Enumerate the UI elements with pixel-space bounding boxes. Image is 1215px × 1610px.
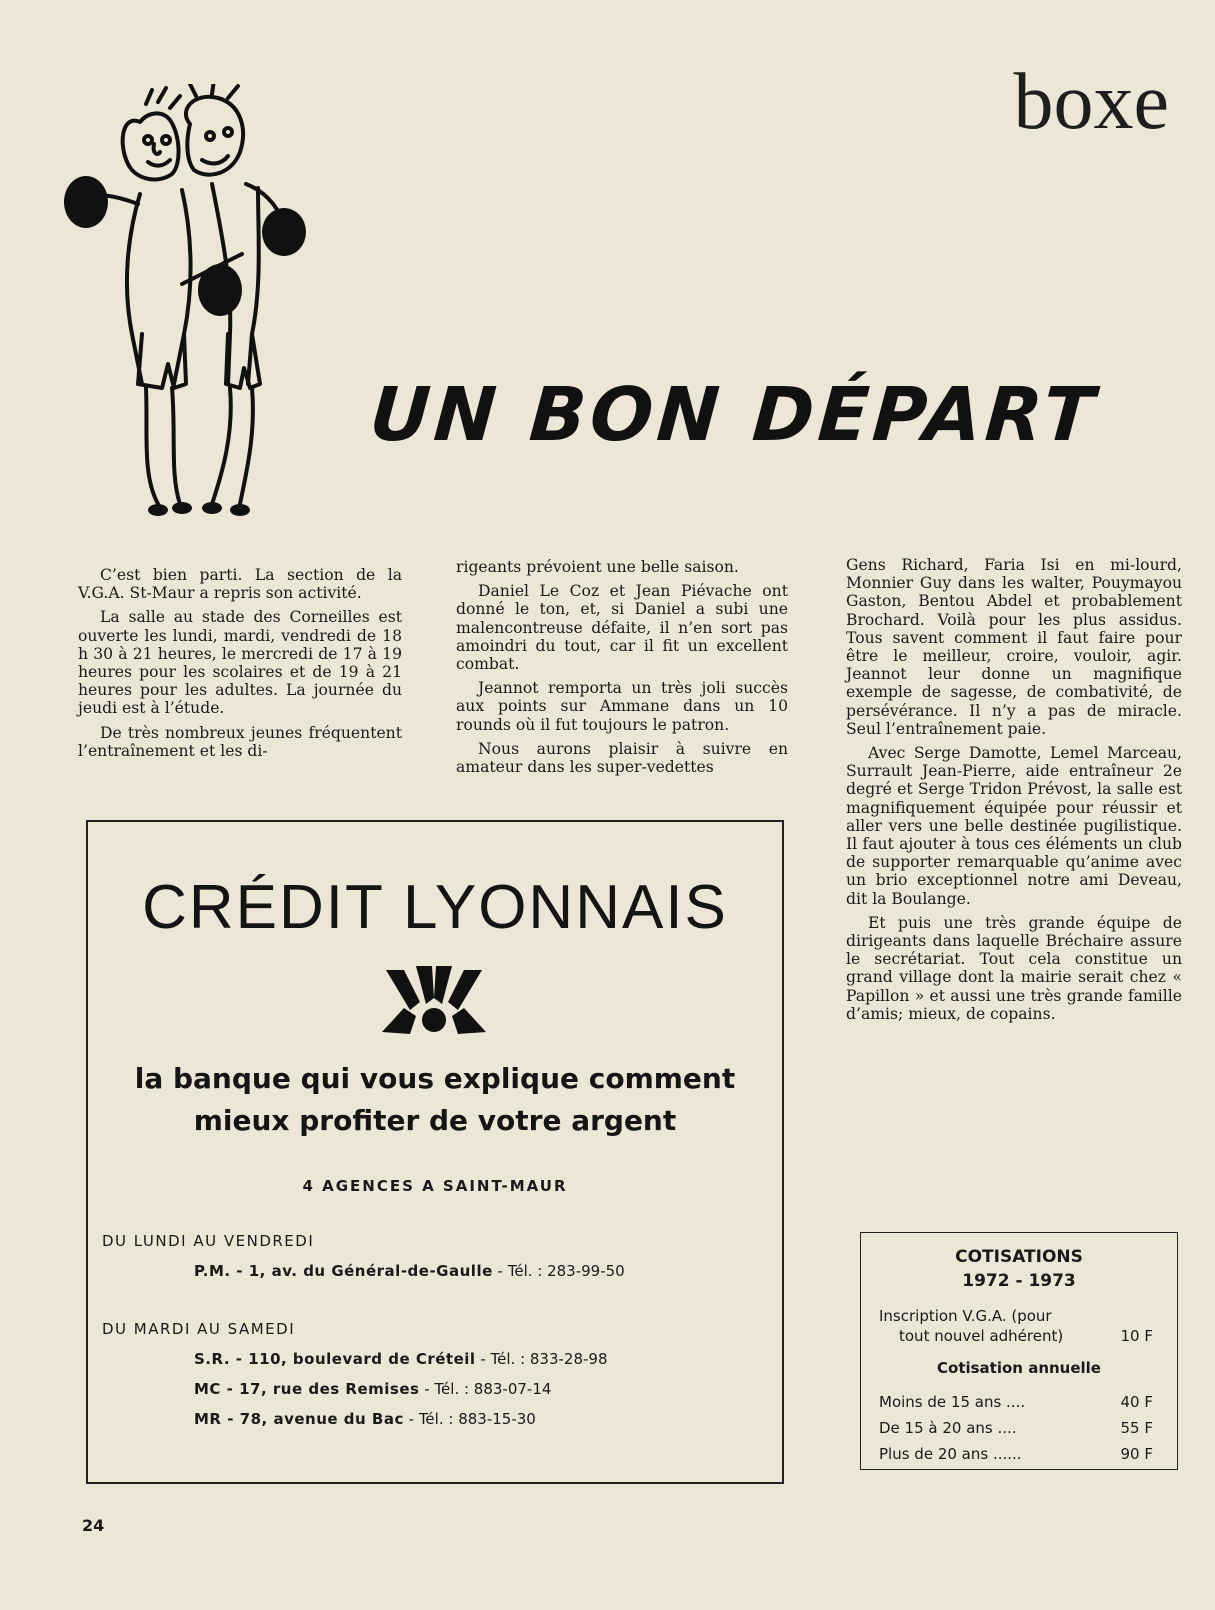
cotisations-title xyxy=(861,1245,1177,1293)
article-paragraph: Avec Serge Damotte, Lemel Marceau, Surrault Jean-Pierre, aide entraîneur 2e degré et Serge Tridon Prévost, la salle est magnifiquement équipée pour réussir et aller vers une belle destinée pugilistique. Il faut ajouter à tous ces éléments un club de supporter remarquable qu’anime avec un brio exceptionnel notre ami Deveau, dit la Boulange. xyxy=(846,744,1182,908)
inscription-label: Inscription V.G.A. (pour xyxy=(879,1307,1052,1325)
ad-slogan xyxy=(88,1058,782,1142)
ad-agency-tel: - Tél. : 883-07-14 xyxy=(424,1380,552,1398)
ad-days-tuesday-saturday: DU MARDI AU SAMEDI xyxy=(102,1320,296,1338)
ad-agency-line xyxy=(194,1350,608,1368)
cotisation-label: Moins de 15 ans .... xyxy=(879,1393,1026,1411)
ad-slogan-line: la banque qui vous explique comment xyxy=(134,1062,736,1095)
article-column-2 xyxy=(456,558,788,782)
ad-agency-tel: - Tél. : 833-28-98 xyxy=(480,1350,608,1368)
article-paragraph: Daniel Le Coz et Jean Piévache ont donné le ton, et, si Daniel a subi une malencontreuse défaite, il n’en sort pas amoindri du tout, car il fit un excellent combat. xyxy=(456,582,788,674)
inscription-label-2: tout nouvel adhérent) xyxy=(899,1327,1064,1345)
ad-agency-line xyxy=(194,1262,625,1280)
cotisations-title-line: COTISATIONS xyxy=(955,1247,1083,1267)
headline: UN BON DÉPART xyxy=(366,372,1101,458)
cotisation-label: De 15 à 20 ans .... xyxy=(879,1419,1017,1437)
cotisation-value: 90 F xyxy=(1120,1445,1153,1463)
article-column-1 xyxy=(78,566,402,766)
cotisations-title-year: 1972 - 1973 xyxy=(962,1271,1076,1291)
inscription-value: 10 F xyxy=(1120,1327,1153,1345)
ad-agency-address: MR - 78, avenue du Bac xyxy=(194,1410,404,1428)
article-paragraph: Et puis une très grande équipe de dirigeants dans laquelle Bréchaire assure le secrétariat. Tout cela constitue un grand village dont la mairie serait chez « Papillon » et aussi une très grande famille d’amis; mieux, de copains. xyxy=(846,913,1182,1023)
ad-agency-tel: - Tél. : 283-99-50 xyxy=(497,1262,625,1280)
article-paragraph: Jeannot remporta un très joli succès aux points sur Ammane dans un 10 rounds où il fut toujours le patron. xyxy=(456,679,788,734)
article-paragraph: rigeants prévoient une belle saison. xyxy=(456,558,739,576)
boxers-illustration xyxy=(62,84,307,544)
credit-lyonnais-ad xyxy=(86,820,784,1484)
article-paragraph: C’est bien parti. La section de la V.G.A. St-Maur a repris son activité. xyxy=(78,566,402,603)
ad-agency-address: P.M. - 1, av. du Général-de-Gaulle xyxy=(194,1262,493,1280)
cotisation-label: Plus de 20 ans ...... xyxy=(879,1445,1022,1463)
ad-title: CRÉDIT LYONNAIS xyxy=(142,873,728,942)
ad-agency-address: MC - 17, rue des Remises xyxy=(194,1380,420,1398)
ad-agency-tel: - Tél. : 883-15-30 xyxy=(408,1410,536,1428)
ad-agency-line xyxy=(194,1410,536,1428)
section-tag: boxe xyxy=(1013,58,1169,146)
ad-agencies: 4 AGENCES A SAINT-MAUR xyxy=(302,1177,568,1195)
article-paragraph: De très nombreux jeunes fréquentent l’entraînement et les di- xyxy=(78,723,402,760)
annual-label: Cotisation annuelle xyxy=(937,1359,1101,1377)
ad-days-weekday: DU LUNDI AU VENDREDI xyxy=(102,1232,315,1250)
article-column-3 xyxy=(846,556,1182,1029)
cotisation-value: 40 F xyxy=(1120,1393,1153,1411)
bank-logo-icon xyxy=(380,962,488,1042)
cotisation-value: 55 F xyxy=(1120,1419,1153,1437)
article-paragraph: Nous aurons plaisir à suivre en amateur dans les super-vedettes xyxy=(456,739,788,777)
article-paragraph: La salle au stade des Corneilles est ouverte les lundi, mardi, vendredi de 18 h 30 à 21 heures, le mercredi de 17 à 19 heures pour les scolaires et de 19 à 21 heures pour les adultes. La journée du jeudi est à l’étude. xyxy=(78,608,402,718)
ad-slogan-line: mieux profiter de votre argent xyxy=(193,1104,677,1137)
cotisations-box xyxy=(860,1232,1178,1470)
article-paragraph: Gens Richard, Faria Isi en mi-lourd, Monnier Guy dans les walter, Pouymayou Gaston, Bentou Abdel et probablement Brochard. Voilà pour les plus assidus. Tous savent comment il faut faire pour être le meilleur, croire, vouloir, agir. Jeannot leur donne un magnifique exemple de sagesse, de combativité, de persévérance. Il n’y a pas de miracle. Seul l’entraînement paie. xyxy=(846,556,1182,738)
ad-agency-address: S.R. - 110, boulevard de Créteil xyxy=(194,1350,476,1368)
ad-agency-line xyxy=(194,1380,551,1398)
page-number: 24 xyxy=(82,1516,105,1535)
